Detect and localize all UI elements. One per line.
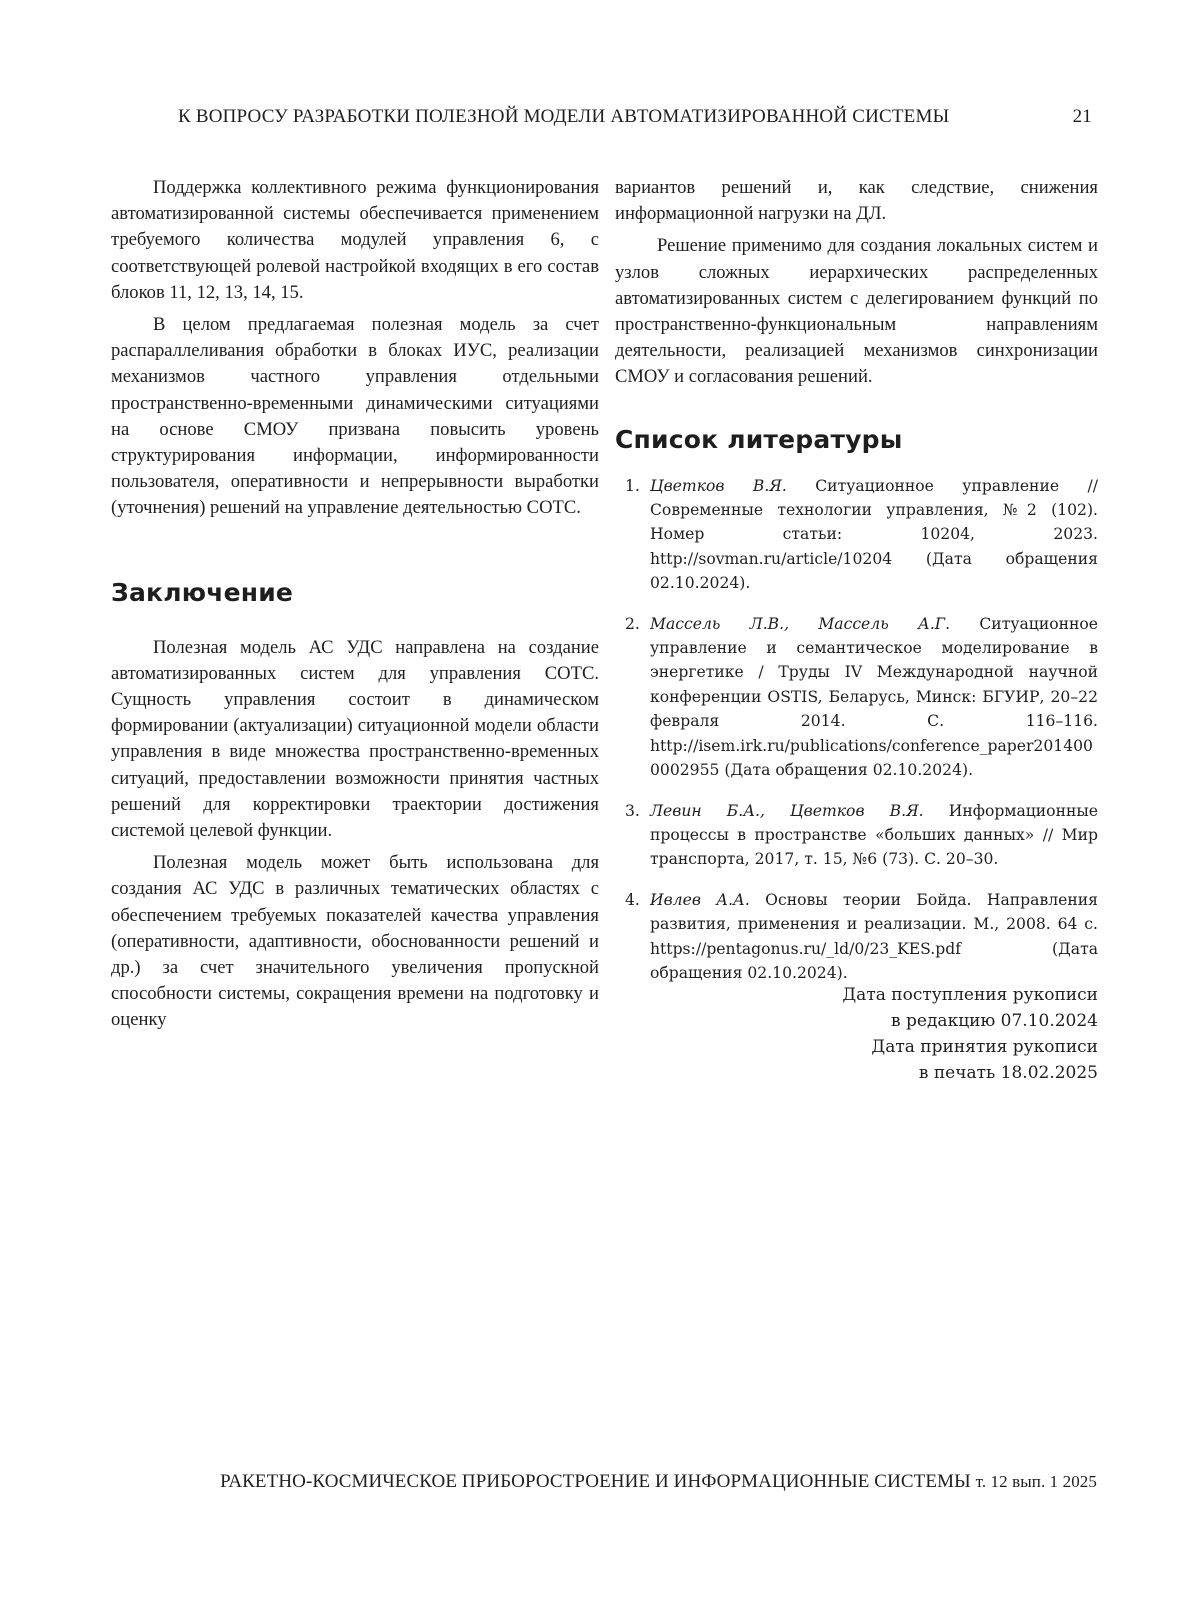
references-list	[615, 474, 1098, 986]
paragraph-support-collective-mode: Поддержка коллективного режима функционирования автоматизированной системы обеспечивается применением требуемого количества модулей управления 6, с соответствующей ролевой настройкой входящих в его состав блоков 11, 12, 13, 14, 15.	[111, 177, 599, 303]
reference-number: 2.	[625, 614, 640, 633]
left-column	[111, 175, 599, 1034]
received-date: в редакцию 07.10.2024	[891, 1011, 1098, 1031]
accepted-date: в печать 18.02.2025	[918, 1063, 1098, 1083]
paragraph-conclusion-1: Полезная модель АС УДС направлена на создание автоматизированных систем для управления СОТС. Сущность управления состоит в динамическом формировании (актуализации) ситуационной модели области управления в виде множества пространственно-временных ситуаций, предоставлении возможности принятия частных решений для корректировки траектории достижения системой целевой функции.	[111, 636, 599, 842]
conclusion-heading: Заключение	[111, 577, 294, 607]
reference-authors: Левин Б.А., Цветков В.Я.	[650, 801, 924, 820]
reference-text: Ситуационное управление // Современные технологии управления, №2 (102). Номер статьи: 10204, 2023. http://sovman.ru/article/10204 (Дата обращения 02.10.2024).	[650, 476, 1098, 593]
journal-footer	[220, 1471, 1097, 1493]
paragraph-solution-applicability: Решение применимо для создания локальных систем и узлов сложных иерархических распределенных автоматизированных систем с делегированием функций по пространственно-функциональным направлениям деятельности, реализацией механизмов синхронизации СМОУ и согласования решений.	[615, 235, 1098, 388]
reference-authors: Ивлев А.А.	[650, 890, 750, 909]
reference-item	[615, 888, 1098, 986]
reference-number: 4.	[625, 890, 640, 909]
reference-text: Основы теории Бойда. Направления развития, применения и реализации. М., 2008. 64 с. https://pentagonus.ru/_ld/0/23_KES.pdf (Дата обращения 02.10.2024).	[650, 890, 1098, 982]
running-title: К ВОПРОСУ РАЗРАБОТКИ ПОЛЕЗНОЙ МОДЕЛИ АВТОМАТИЗИРОВАННОЙ СИСТЕМЫ	[178, 106, 950, 127]
accepted-label: Дата принятия рукописи	[871, 1037, 1098, 1057]
paragraph-conclusion-2: Полезная модель может быть использована для создания АС УДС в различных тематических областях с обеспечением требуемых показателей качества управления (оперативности, адаптивности, обоснованности решений и др.) за счет значительного увеличения пропускной способности системы, сокращения времени на подготовку и оценку	[111, 852, 599, 1031]
reference-item	[615, 799, 1098, 872]
reference-item	[615, 612, 1098, 783]
reference-number: 3.	[625, 801, 640, 820]
journal-name: РАКЕТНО-КОСМИЧЕСКОЕ ПРИБОРОСТРОЕНИЕ И ИНФОРМАЦИОННЫЕ СИСТЕМЫ	[220, 1471, 971, 1492]
reference-number: 1.	[625, 476, 640, 495]
references-heading: Список литературы	[615, 424, 903, 454]
reference-text: Ситуационное управление и семантическое моделирование в энергетике / Труды IV Международной научной конференции OSTIS, Беларусь, Минск: БГУИР, 20–22 февраля 2014. С. 116–116. http://isem.irk.ru/publications/conference_paper2014000002955 (Дата обращения 02.10.2024).	[650, 614, 1099, 780]
reference-authors: Цветков В.Я.	[650, 476, 787, 495]
manuscript-dates	[842, 982, 1098, 1086]
paragraph-model-summary: В целом предлагаемая полезная модель за счет распараллеливания обработки в блоках ИУС, реализации механизмов частного управления отдельными пространственно-временными динамическими ситуациями на основе СМОУ призвана повысить уровень структурирования информации, информированности пользователя, оперативности и непрерывности выработки (уточнения) решений на управление деятельностью СОТС.	[111, 314, 599, 519]
paragraph-continuation: вариантов решений и, как следствие, снижения информационной нагрузки на ДЛ.	[615, 177, 1098, 225]
reference-text: Информационные процессы в пространстве «больших данных» // Мир транспорта, 2017, т. 15, №6 (73). С. 20–30.	[650, 801, 1098, 869]
right-column	[615, 175, 1098, 1001]
reference-authors: Массель Л.В., Массель А.Г.	[650, 614, 951, 633]
reference-item	[615, 474, 1098, 596]
received-label: Дата поступления рукописи	[842, 985, 1098, 1005]
journal-volume: т. 12 вып. 1 2025	[975, 1472, 1097, 1491]
page-number: 21	[1072, 106, 1092, 127]
